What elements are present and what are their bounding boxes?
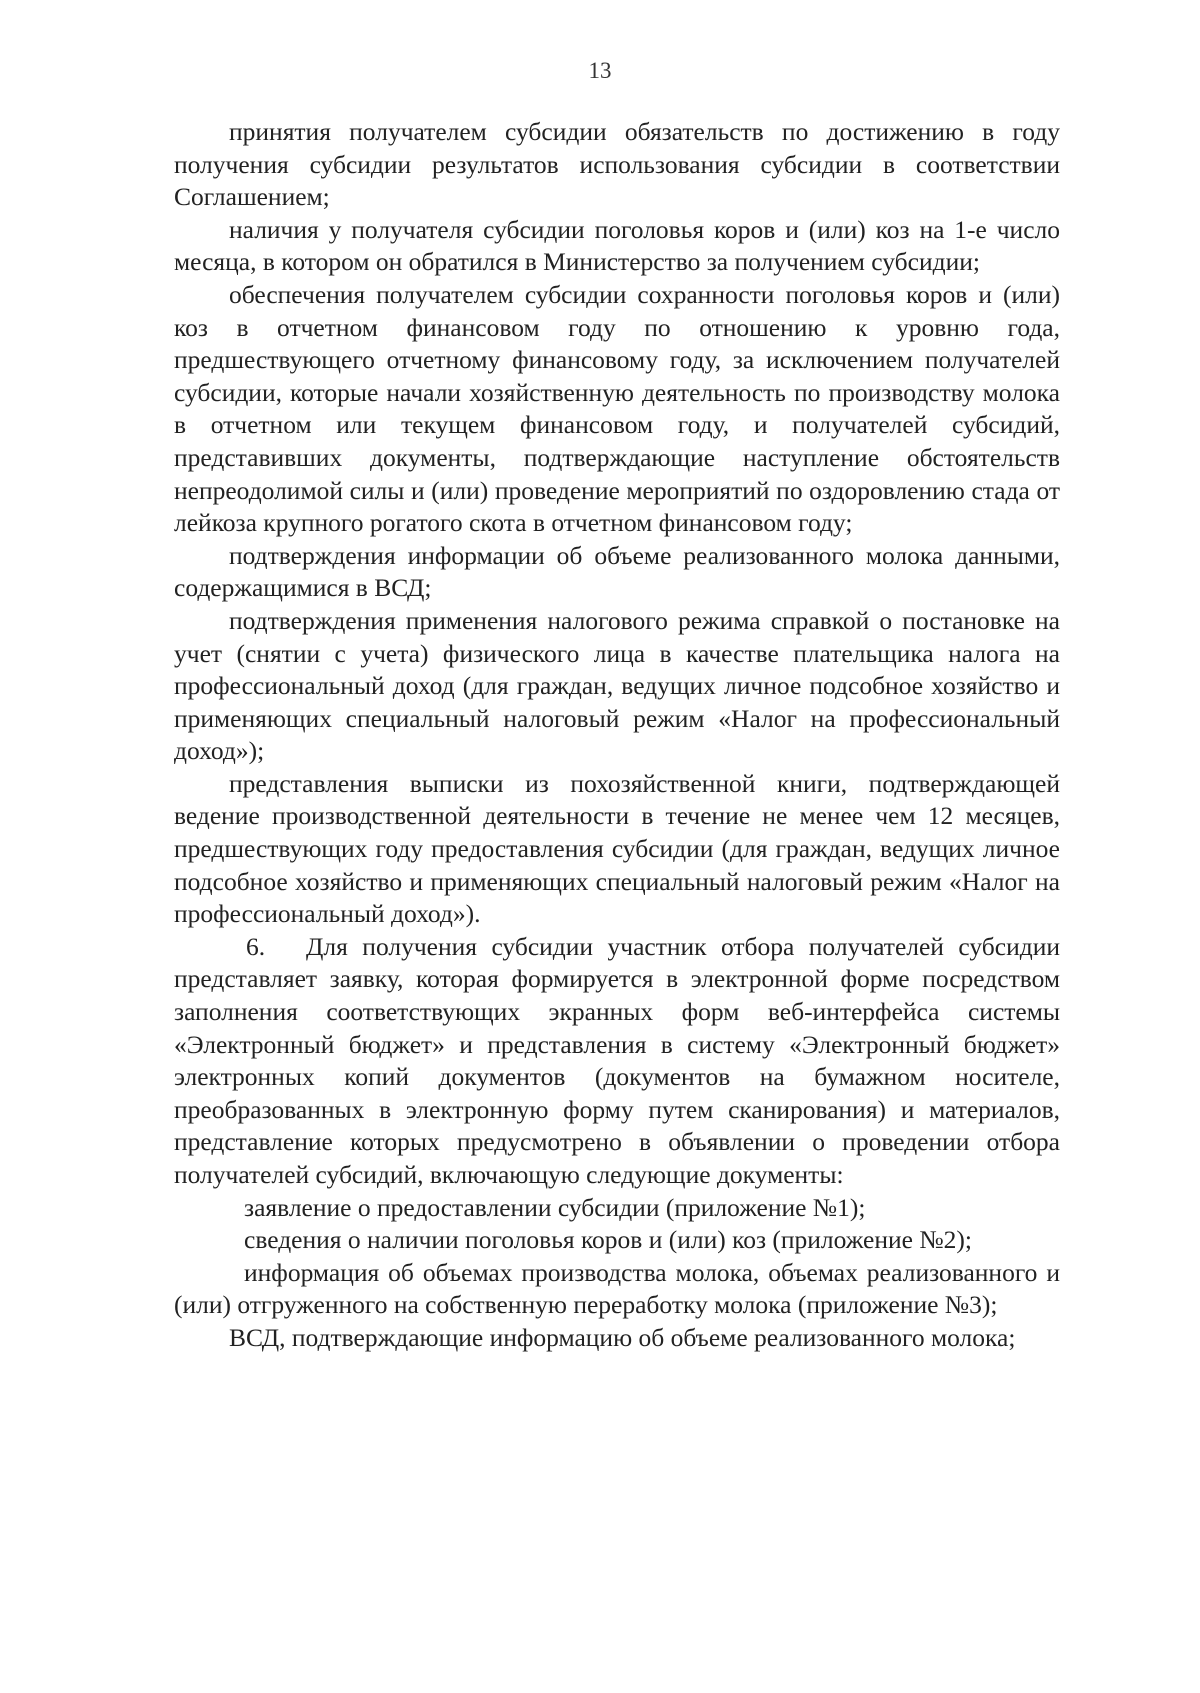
paragraph-number: 6. <box>246 931 266 961</box>
document-list-item: заявление о предоставлении субсидии (приложение №1); <box>244 1192 866 1222</box>
paragraph: обеспечения получателем субсидии сохранности поголовья коров и (или) коз в отчетном финансовом году по отношению к уровню года, предшествующего отчетному финансовому году, за исключением получателей субсидии, которые начали хозяйственную деятельность по производству молока в отчетном или текущем финансовом году, и получателей субсидий, представивших документы, подтверждающие наступление обстоятельств непреодолимой силы и (или) проведение мероприятий по оздоровлению стада от лейкоза крупного рогатого скота в отчетном финансовом году; <box>174 279 1060 538</box>
paragraph-text: Для получения субсидии участник отбора получателей субсидии представляет заявку, которая формируется в электронной форме посредством заполнения соответствующих экранных форм веб-интерфейса системы «Электронный бюджет» и представления в систему «Электронный бюджет» электронных копий документов (документов на бумажном носителе, преобразованных в электронную форму путем сканирования) и материалов, представление которых предусмотрено в объявлении о проведении отбора получателей субсидий, включающую следующие документы: <box>174 931 1060 1189</box>
page-number: 13 <box>588 58 612 83</box>
paragraph: подтверждения применения налогового режима справкой о постановке на учет (снятии с учета) физического лица в качестве плательщика налога на профессиональный доход (для граждан, ведущих личное подсобное хозяйство и применяющих специальный налоговый режим «Налог на профессиональный доход»); <box>174 605 1060 766</box>
document-list-item: информация об объемах производства молока, объемах реализованного и (или) отгруженного на собственную переработку молока (приложение №3); <box>174 1257 1060 1320</box>
document-body <box>174 116 1060 1355</box>
paragraph: представления выписки из похозяйственной книги, подтверждающей ведение производственной деятельности в течение не менее чем 12 месяцев, предшествующих году предоставления субсидии (для граждан, ведущих личное подсобное хозяйство и применяющих специальный налоговый режим «Налог на профессиональный доход»). <box>174 768 1060 929</box>
paragraph: подтверждения информации об объеме реализованного молока данными, содержащимися в ВСД; <box>174 540 1060 603</box>
paragraph: наличия у получателя субсидии поголовья коров и (или) коз на 1-е число месяца, в котором он обратился в Министерство за получением субсидии; <box>174 214 1060 277</box>
document-list-item: сведения о наличии поголовья коров и (или) коз (приложение №2); <box>244 1225 973 1255</box>
paragraph: ВСД, подтверждающие информацию об объеме реализованного молока; <box>229 1322 1016 1352</box>
paragraph: принятия получателем субсидии обязательств по достижению в году получения субсидии результатов использования субсидии в соответствии Соглашением; <box>174 117 1060 212</box>
numbered-paragraph <box>174 931 1060 1192</box>
